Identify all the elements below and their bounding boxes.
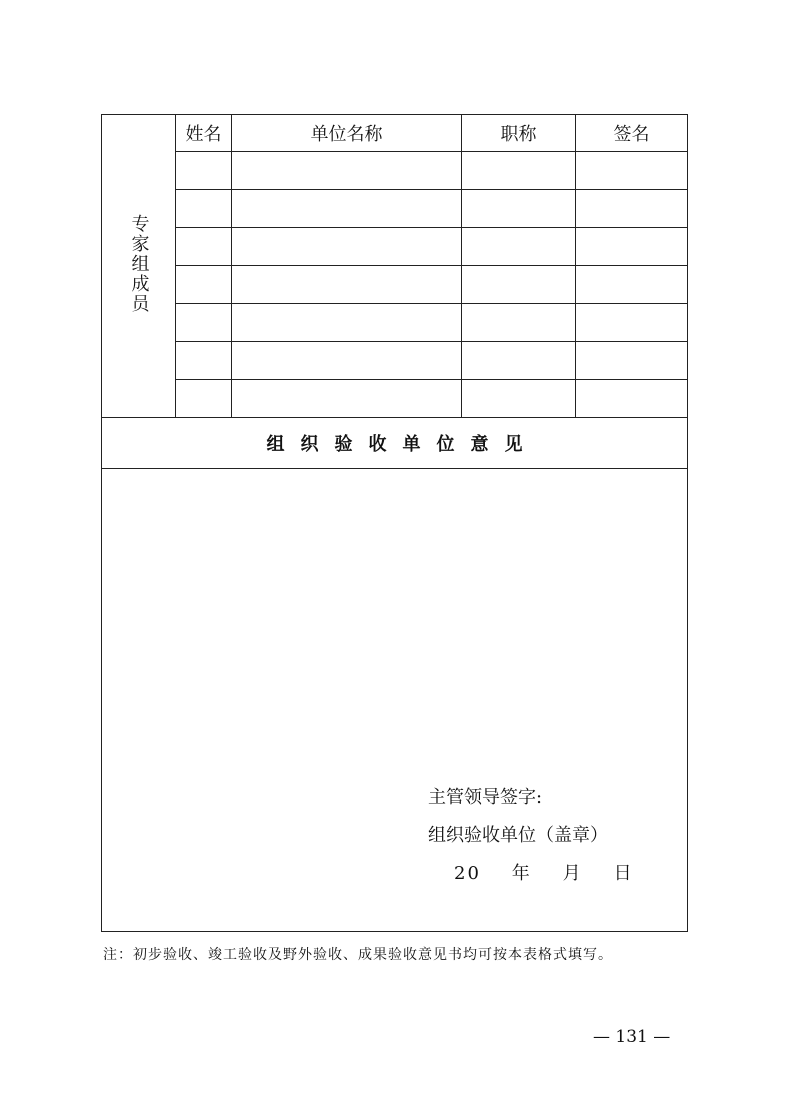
- member-row-2: [102, 190, 688, 228]
- member-row-3: [102, 228, 688, 266]
- signature-cell[interactable]: [576, 266, 688, 304]
- title-cell[interactable]: [462, 304, 576, 342]
- unit-name-cell[interactable]: [232, 190, 462, 228]
- name-cell[interactable]: [176, 380, 232, 418]
- opinion-area[interactable]: [102, 469, 688, 932]
- signature-block: [428, 789, 634, 883]
- page-number: — 131 —: [593, 1027, 671, 1047]
- title-cell[interactable]: [462, 342, 576, 380]
- member-row-4: [102, 266, 688, 304]
- name-cell[interactable]: [176, 190, 232, 228]
- header-signature: 签名: [576, 115, 688, 152]
- unit-name-cell[interactable]: [232, 152, 462, 190]
- acceptance-unit-opinion-title: 组织验收单位意见: [102, 418, 688, 469]
- title-cell[interactable]: [462, 228, 576, 266]
- member-row-6: [102, 342, 688, 380]
- name-cell[interactable]: [176, 228, 232, 266]
- unit-name-cell[interactable]: [232, 380, 462, 418]
- member-row-7: [102, 380, 688, 418]
- member-row-5: [102, 304, 688, 342]
- expert-panel-form: [101, 114, 688, 932]
- name-cell[interactable]: [176, 304, 232, 342]
- header-unit-name: 单位名称: [232, 115, 462, 152]
- unit-name-cell[interactable]: [232, 228, 462, 266]
- unit-name-cell[interactable]: [232, 304, 462, 342]
- signature-cell[interactable]: [576, 190, 688, 228]
- name-cell[interactable]: [176, 342, 232, 380]
- unit-seal-label: 组织验收单位（盖章）: [428, 825, 608, 846]
- signature-cell[interactable]: [576, 304, 688, 342]
- expert-group-members-label: 专家组成员: [128, 213, 150, 314]
- signature-cell[interactable]: [576, 228, 688, 266]
- name-cell[interactable]: [176, 152, 232, 190]
- signature-cell[interactable]: [576, 342, 688, 380]
- date-line: 20 年 月 日: [454, 863, 634, 884]
- title-cell[interactable]: [462, 266, 576, 304]
- unit-name-cell[interactable]: [232, 342, 462, 380]
- footnote: 注：初步验收、竣工验收及野外验收、成果验收意见书均可按本表格式填写。: [103, 947, 613, 963]
- supervisor-signature-label: 主管领导签字:: [428, 787, 543, 808]
- title-cell[interactable]: [462, 380, 576, 418]
- header-name: 姓名: [176, 115, 232, 152]
- member-row-1: [102, 152, 688, 190]
- expert-group-members-label-cell: [102, 115, 176, 418]
- title-cell[interactable]: [462, 152, 576, 190]
- name-cell[interactable]: [176, 266, 232, 304]
- title-cell[interactable]: [462, 190, 576, 228]
- header-title: 职称: [462, 115, 576, 152]
- unit-name-cell[interactable]: [232, 266, 462, 304]
- signature-cell[interactable]: [576, 152, 688, 190]
- signature-cell[interactable]: [576, 380, 688, 418]
